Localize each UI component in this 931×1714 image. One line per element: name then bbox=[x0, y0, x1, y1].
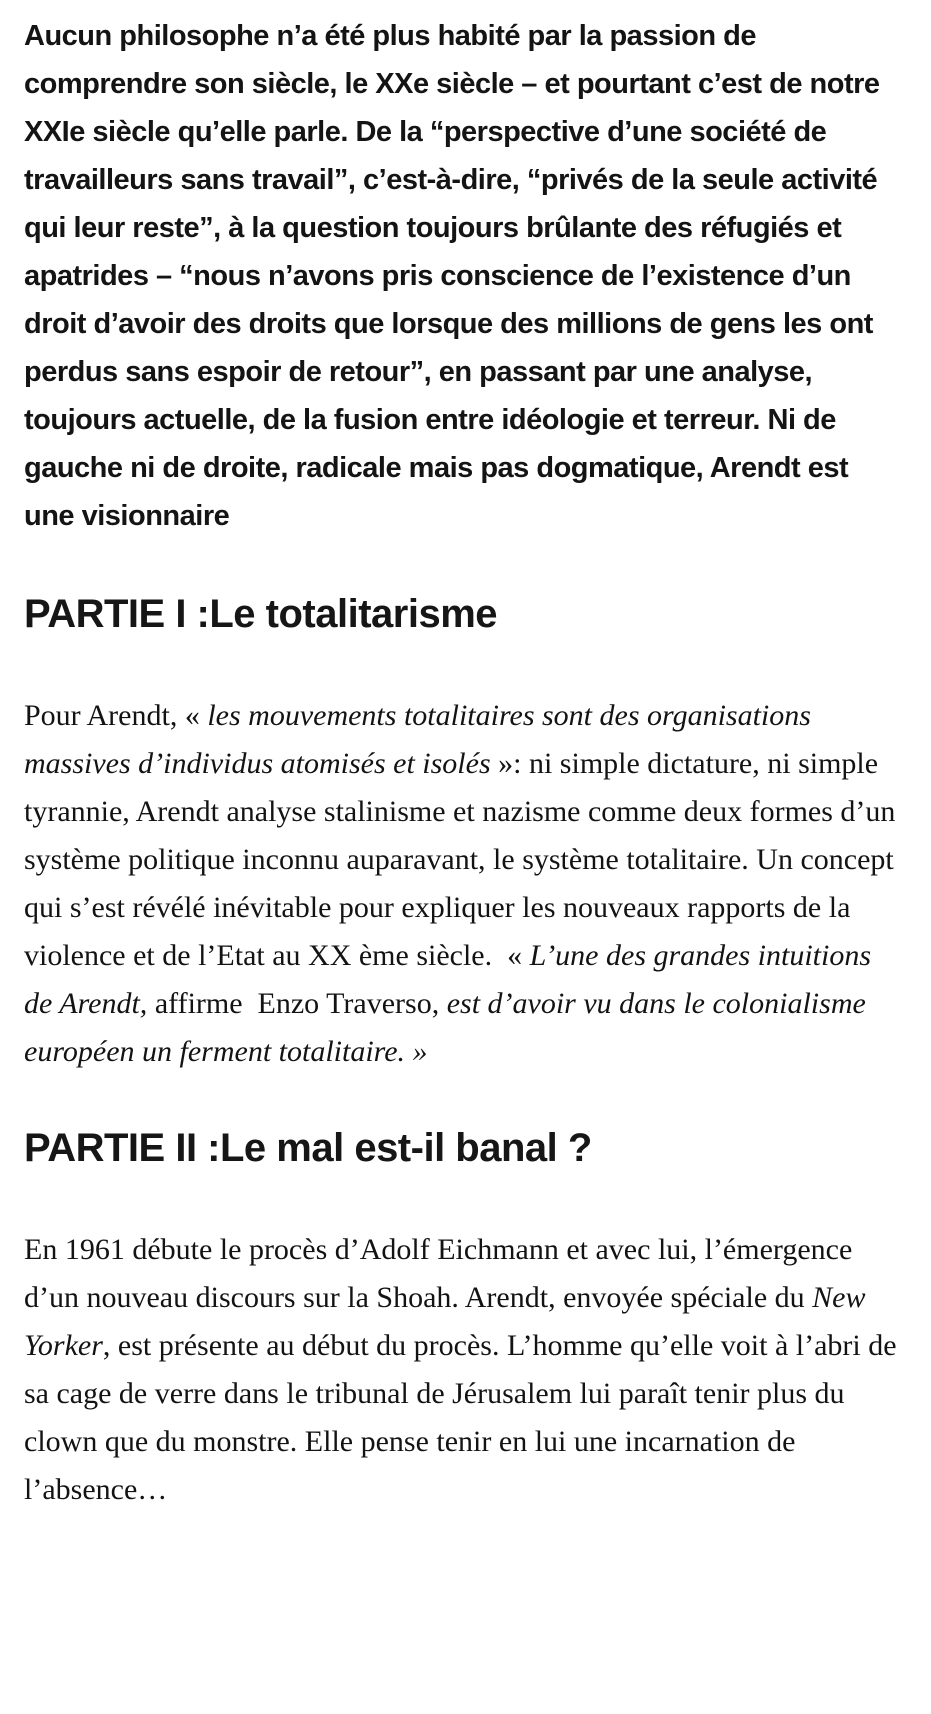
text-segment: , est présente au début du procès. L’homme qu’elle voit à l’abri de sa cage de verre dans le tribunal de Jérusalem lui paraît tenir plus du clown que du monstre. Elle pense tenir en lui une incarnation de l’absence… bbox=[24, 1329, 897, 1506]
italic-text-segment: est d’avoir vu dans le colonialisme européen un ferment totalitaire. » bbox=[24, 987, 866, 1068]
text-segment: »: ni simple dictature, ni simple tyrannie, Arendt analyse stalinisme et nazisme comme deux formes d’un système politique inconnu auparavant, le système totalitaire. Un concept qui s’est révélé inévitable pour expliquer les nouveaux rapports de la violence et de l’Etat au XX ème siècle. « bbox=[24, 747, 896, 972]
section-heading-partie-1: PARTIE I :Le totalitarisme bbox=[24, 592, 498, 636]
section-paragraph-totalitarisme bbox=[24, 692, 905, 1076]
text-segment: En 1961 débute le procès d’Adolf Eichmann et avec lui, l’émergence d’un nouveau discours sur la Shoah. Arendt, envoyée spéciale du bbox=[24, 1233, 853, 1314]
italic-text-segment: L’une des grandes intuitions de Arendt, bbox=[24, 939, 872, 1020]
section-heading-partie-2: PARTIE II :Le mal est-il banal ? bbox=[24, 1126, 592, 1170]
section-mal-banal bbox=[24, 1126, 905, 1514]
section-paragraph-eichmann bbox=[24, 1226, 905, 1514]
text-segment: Pour Arendt, « bbox=[24, 699, 208, 732]
italic-text-segment: New Yorker bbox=[24, 1281, 866, 1362]
italic-text-segment: les mouvements totalitaires sont des organisations massives d’individus atomisés et isolés bbox=[24, 699, 811, 780]
intro-paragraph: Aucun philosophe n’a été plus habité par la passion de comprendre son siècle, le XXe siècle – et pourtant c’est de notre XXIe siècle qu’elle parle. De la “perspective d’une société de travailleurs sans travail”, c’est-à-dire, “privés de la seule activité qui leur reste”, à la question toujours brûlante des réfugiés et apatrides – “nous n’avons pris conscience de l’existence d’un droit d’avoir des droits que lorsque des millions de gens les ont perdus sans espoir de retour”, en passant par une analyse, toujours actuelle, de la fusion entre idéologie et terreur. Ni de gauche ni de droite, radicale mais pas dogmatique, Arendt est une visionnaire bbox=[24, 20, 880, 532]
section-totalitarisme bbox=[24, 592, 905, 1076]
text-segment: affirme Enzo Traverso, bbox=[147, 987, 447, 1020]
